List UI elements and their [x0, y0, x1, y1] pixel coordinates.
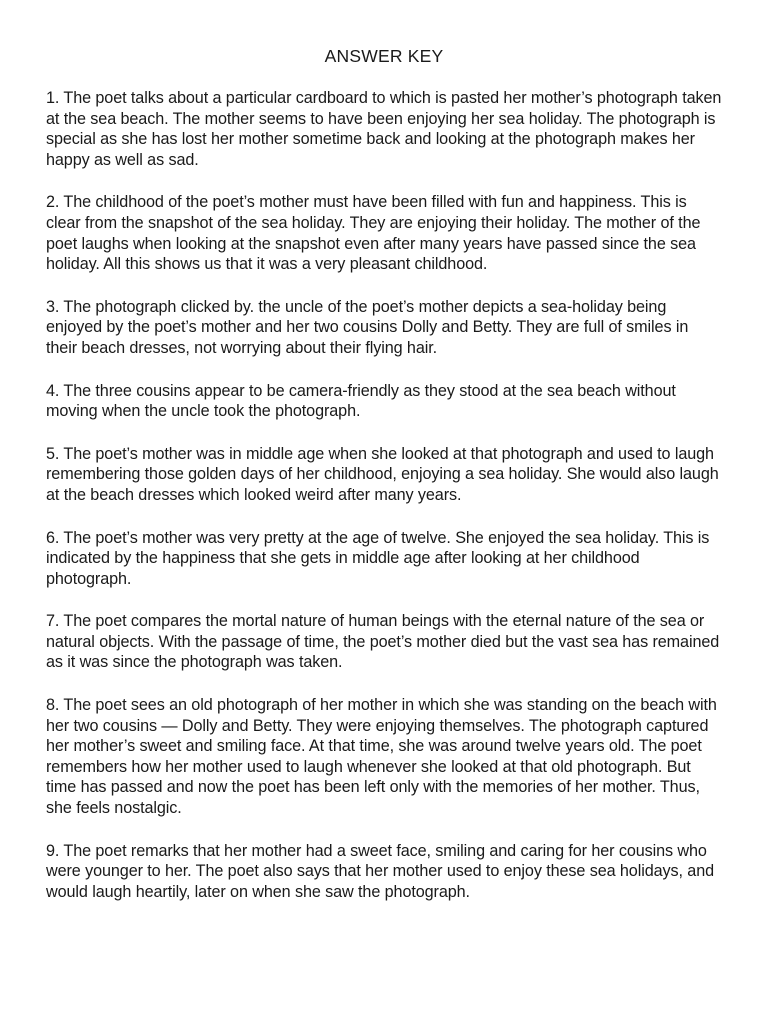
answer-1: 1. The poet talks about a particular cardboard to which is pasted her mother’s photograph taken at the sea beach. The mother seems to have been enjoying her sea holiday. The photograph is special as she has lost her mother sometime back and looking at the photograph makes her happy as well as sad.: [46, 89, 722, 169]
answer-5: 5. The poet’s mother was in middle age when she looked at that photograph and used to laugh remembering those golden days of her childhood, enjoying a sea holiday. She would also laugh at the beach dresses which looked weird after many years.: [46, 444, 719, 504]
answer-8: 8. The poet sees an old photograph of her mother in which she was standing on the beach with her two cousins — Dolly and Betty. They were enjoying themselves. The photograph captured her mother’s sweet and smiling face. At that time, she was around twelve years old. The poet remembers how her mother used to laugh whenever she looked at that old photograph. But time has passed and now the poet has been left only with the memories of her mother. Thus, she feels nostalgic.: [46, 696, 717, 818]
page-title: ANSWER KEY: [324, 46, 444, 66]
answer-9: 9. The poet remarks that her mother had a sweet face, smiling and caring for her cousins who were younger to her. The poet also says that her mother used to enjoy these sea holidays, and would laugh heartily, later on when she saw the photograph.: [46, 841, 714, 901]
answer-2: 2. The childhood of the poet’s mother must have been filled with fun and happiness. This is clear from the snapshot of the sea holiday. They are enjoying their holiday. The mother of the poet laughs when looking at the snapshot even after many years have passed since the sea holiday. All this shows us that it was a very pleasant childhood.: [46, 193, 701, 274]
answer-4: 4. The three cousins appear to be camera-friendly as they stood at the sea beach without moving when the uncle took the photograph.: [46, 381, 676, 421]
answer-3: 3. The photograph clicked by. the uncle of the poet’s mother depicts a sea-holiday being enjoyed by the poet’s mother and her two cousins Dolly and Betty. They are full of smiles in their beach dresses, not worrying about their flying hair.: [46, 297, 689, 357]
answer-list: [46, 88, 722, 902]
answer-7: 7. The poet compares the mortal nature of human beings with the eternal nature of the sea or natural objects. With the passage of time, the poet’s mother died but the vast sea has remained as it was since the photograph was taken.: [46, 612, 720, 672]
answer-6: 6. The poet’s mother was very pretty at the age of twelve. She enjoyed the sea holiday. This is indicated by the happiness that she gets in middle age after looking at her childhood photograph.: [46, 528, 710, 588]
